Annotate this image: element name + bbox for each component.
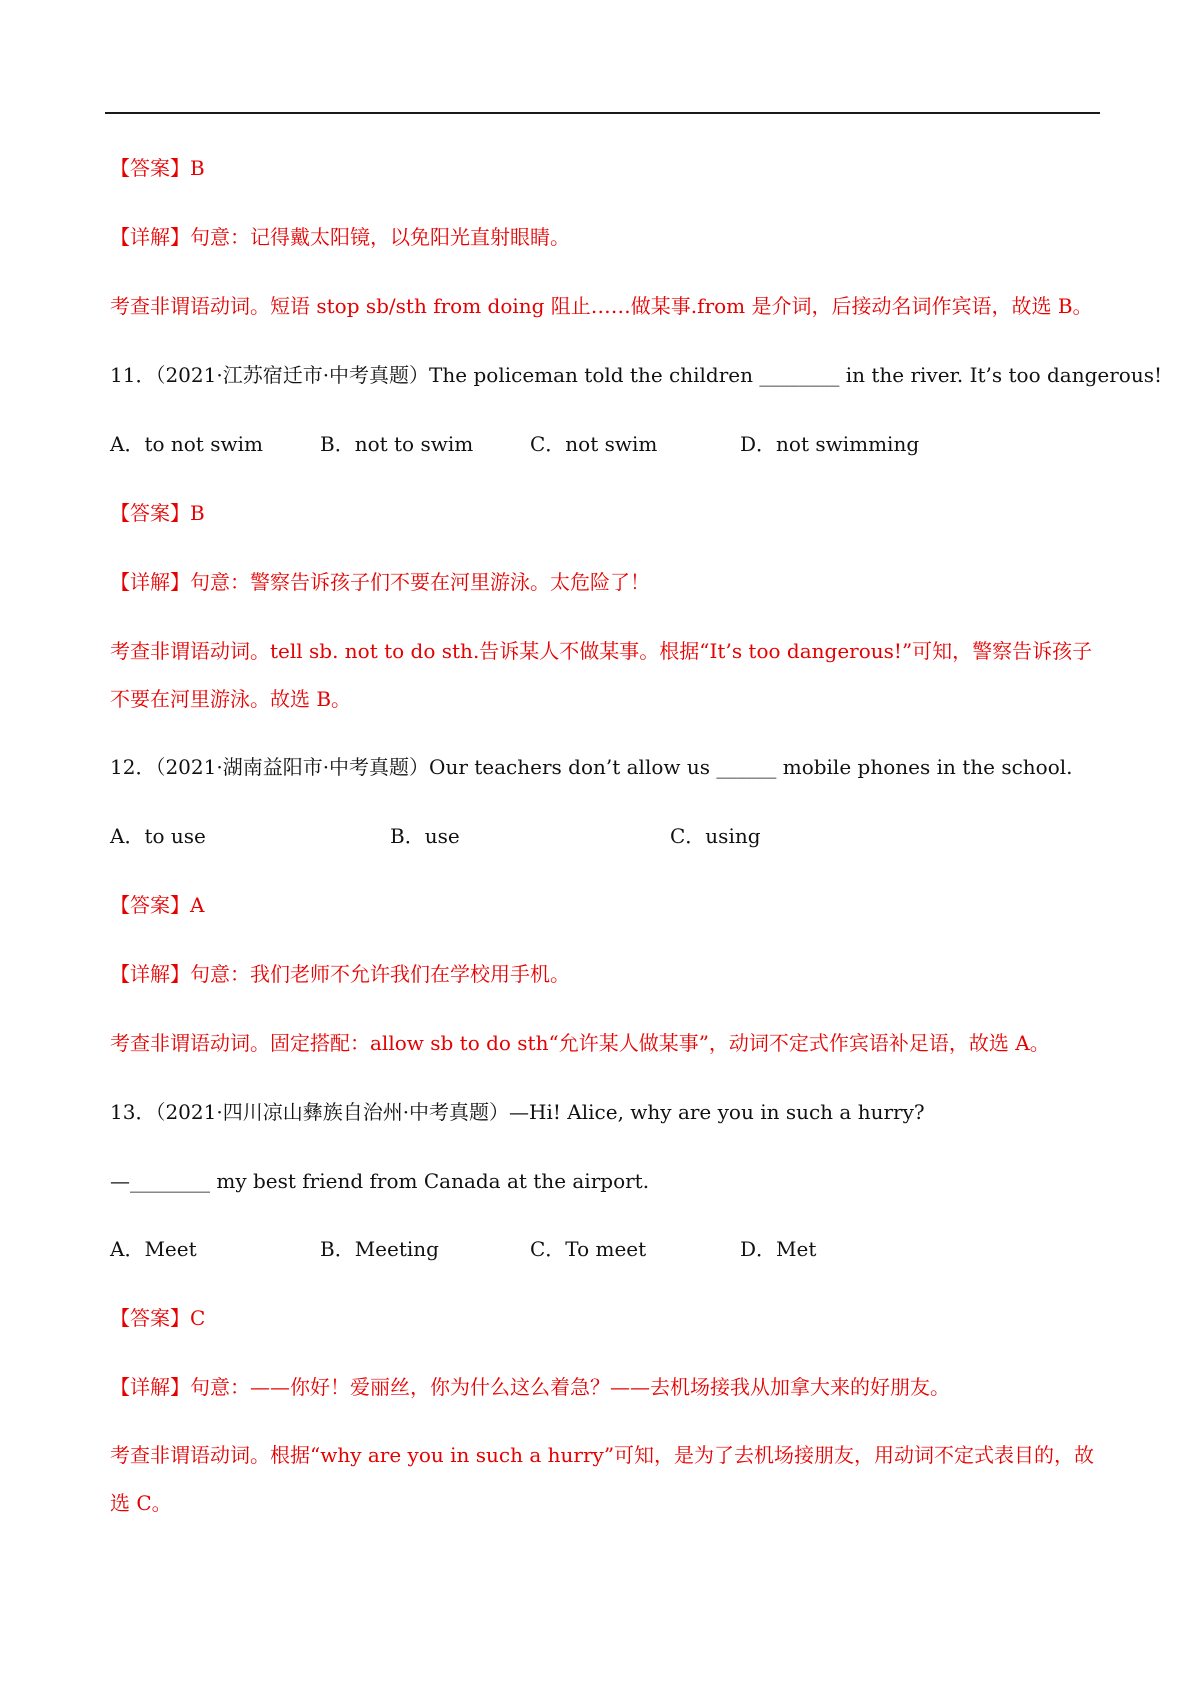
option-a: A．to not swim	[110, 432, 263, 456]
option-b: B．Meeting	[320, 1237, 439, 1261]
question-11-stem: 11．（2021·江苏宿迁市·中考真题）The policeman told the children ________ in the river. It’s too dangerous!	[110, 363, 1163, 387]
option-b: B．use	[390, 824, 460, 848]
option-a: A．to use	[110, 824, 206, 848]
answer-q13: 【答案】C	[110, 1306, 206, 1330]
option-d: D．not swimming	[740, 432, 920, 456]
question-13-stem-2: —________ my best friend from Canada at the airport.	[110, 1169, 650, 1193]
question-12-stem: 12．（2021·湖南益阳市·中考真题）Our teachers don’t allow us ______ mobile phones in the school.	[110, 755, 1073, 779]
option-c: C．using	[670, 824, 761, 848]
option-b: B．not to swim	[320, 432, 474, 456]
analysis-q13: 考查非谓语动词。根据“why are you in such a hurry”可知，是为了去机场接朋友，用动词不定式表目的，故选 C。	[110, 1443, 1095, 1515]
detail-q11: 【详解】句意：警察告诉孩子们不要在河里游泳。太危险了！	[110, 570, 650, 594]
detail-q12: 【详解】句意：我们老师不允许我们在学校用手机。	[110, 962, 570, 986]
question-13-stem: 13．（2021·四川凉山彝族自治州·中考真题）—Hi! Alice, why are you in such a hurry?	[110, 1100, 925, 1124]
analysis-q12: 考查非谓语动词。固定搭配：allow sb to do sth“允许某人做某事”，动词不定式作宾语补足语，故选 A。	[110, 1031, 1050, 1055]
option-c: C．To meet	[530, 1237, 647, 1261]
option-d: D．Met	[740, 1237, 817, 1261]
answer-q12: 【答案】A	[110, 893, 205, 917]
analysis-q11: 考查非谓语动词。tell sb. not to do sth.告诉某人不做某事。根据“It’s too dangerous!”可知，警察告诉孩子不要在河里游泳。故选 B。	[110, 639, 1093, 711]
answer-q11: 【答案】B	[110, 501, 205, 525]
analysis-q10: 考查非谓语动词。短语 stop sb/sth from doing 阻止……做某事.from 是介词，后接动名词作宾语，故选 B。	[110, 294, 1093, 318]
answer-q10: 【答案】B	[110, 156, 205, 180]
detail-q13: 【详解】句意：——你好！爱丽丝，你为什么这么着急？——去机场接我从加拿大来的好朋友。	[110, 1375, 950, 1399]
option-c: C．not swim	[530, 432, 658, 456]
header-rule	[105, 112, 1100, 114]
option-a: A．Meet	[110, 1237, 197, 1261]
detail-q10: 【详解】句意：记得戴太阳镜，以免阳光直射眼睛。	[110, 225, 570, 249]
